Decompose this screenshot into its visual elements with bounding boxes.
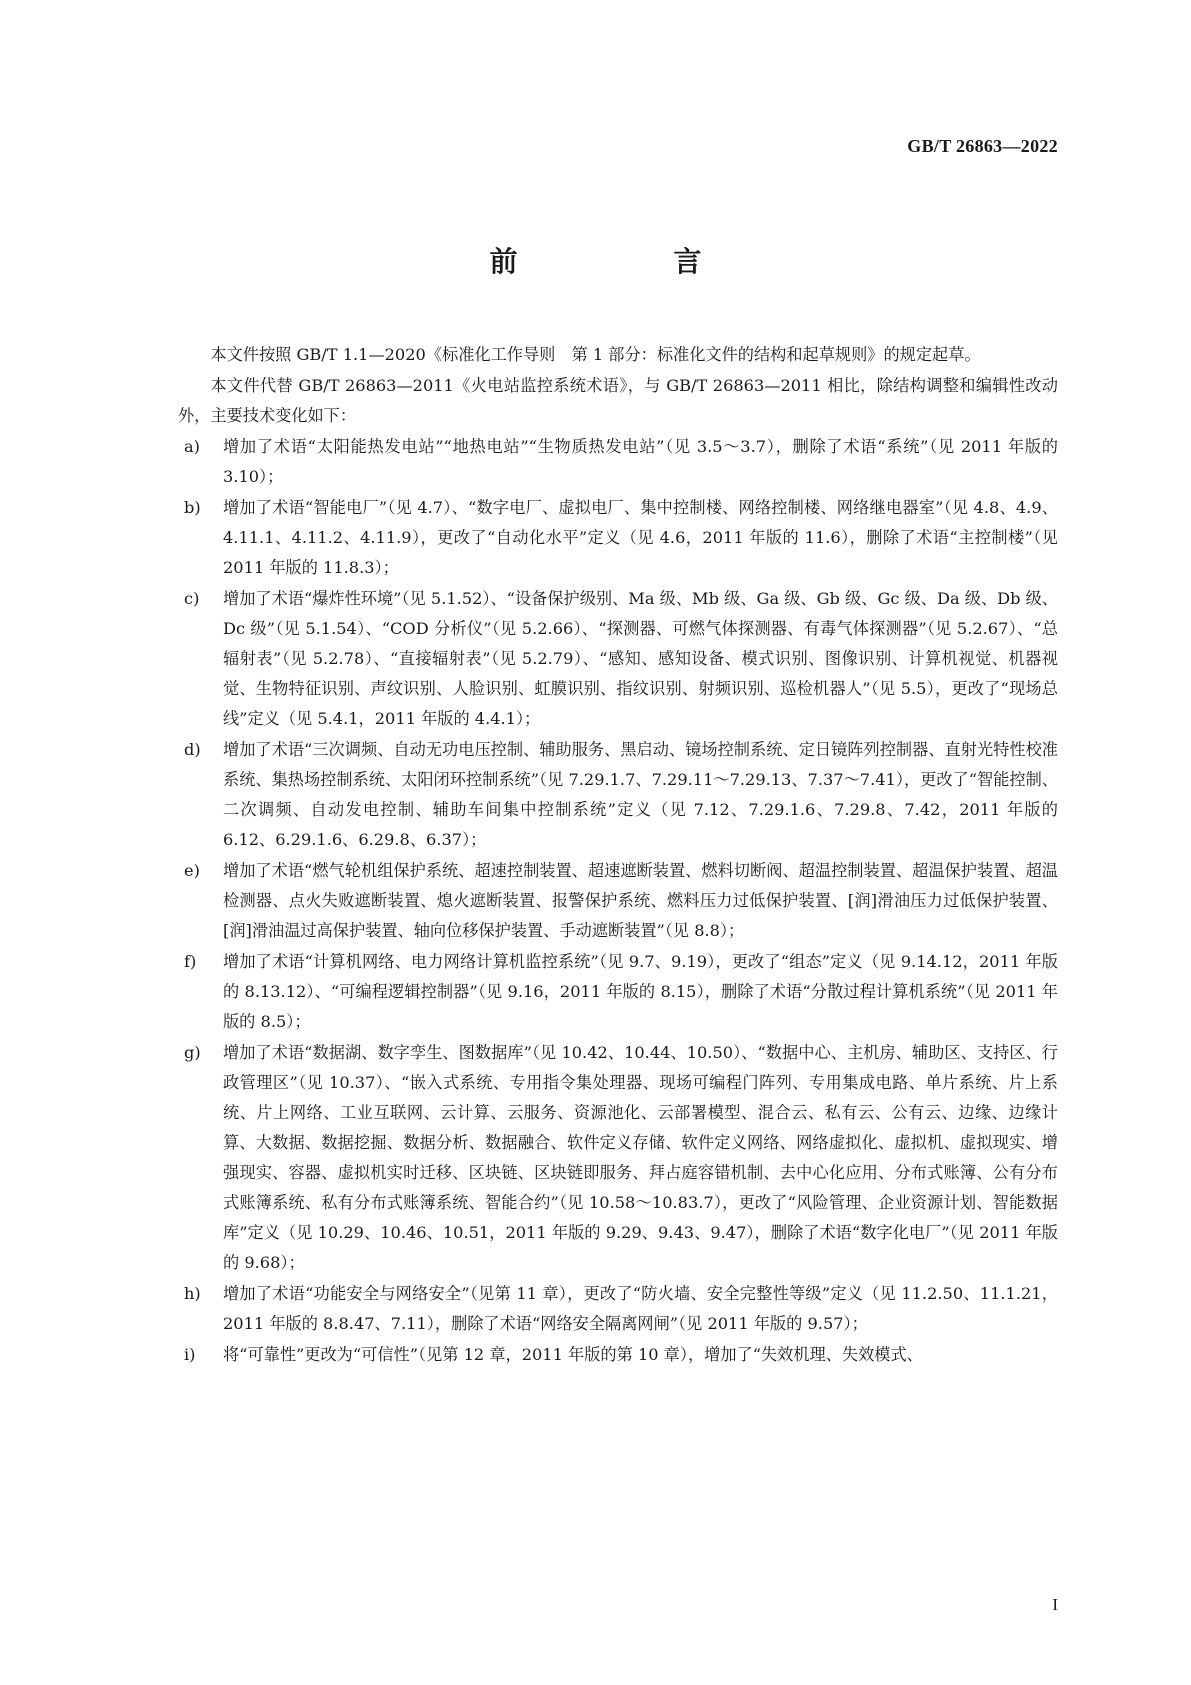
list-item-f bbox=[178, 947, 1058, 1037]
list-item-b bbox=[178, 493, 1058, 583]
list-item-text: 增加了术语“智能电厂”（见 4.7）、“数字电厂、虚拟电厂、集中控制楼、网络控制楼、网络继电器室”（见 4.8、4.9、4.11.1、4.11.2、4.11.9），更改了“自动化水平”定义（见 4.6，2011 年版的 11.6），删除了术语“主控制楼”（见 2011 年版的 11.8.3）； bbox=[223, 498, 1058, 577]
list-item-i bbox=[178, 1340, 1058, 1370]
list-item-text: 增加了术语“三次调频、自动无功电压控制、辅助服务、黑启动、镜场控制系统、定日镜阵列控制器、直射光特性校准系统、集热场控制系统、太阳闭环控制系统”（见 7.29.1.7、7.29.11～7.29.13、7.37～7.41），更改了“智能控制、二次调频、自动发电控制、辅助车间集中控制系统”定义（见 7.12、7.29.1.6、7.29.8、7.42，2011 年版的 6.12、6.29.1.6、6.29.8、6.37）； bbox=[223, 740, 1058, 849]
list-marker: i) bbox=[184, 1345, 196, 1364]
paragraph-2: 本文件代替 GB/T 26863—2011《火电站监控系统术语》，与 GB/T 26863—2011 相比，除结构调整和编辑性改动外，主要技术变化如下： bbox=[178, 376, 1058, 425]
paragraph-1: 本文件按照 GB/T 1.1—2020《标准化工作导则 第 1 部分：标准化文件的结构和起草规则》的规定起草。 bbox=[210, 345, 981, 364]
list-item-text: 增加了术语“数据湖、数字孪生、图数据库”（见 10.42、10.44、10.50）、“数据中心、主机房、辅助区、支持区、行政管理区”（见 10.37）、“嵌入式系统、专用指令集处理器、现场可编程门阵列、专用集成电路、单片系统、片上系统、片上网络、工业互联网、云计算、云服务、资源池化、云部署模型、混合云、私有云、公有云、边缘、边缘计算、大数据、数据挖掘、数据分析、数据融合、软件定义存储、软件定义网络、网络虚拟化、虚拟机、虚拟现实、增强现实、容器、虚拟机实时迁移、区块链、区块链即服务、拜占庭容错机制、去中心化应用、分布式账簿、公有分布式账簿系统、私有分布式账簿系统、智能合约”（见 10.58～10.83.7），更改了“风险管理、企业资源计划、智能数据库”定义（见 10.29、10.46、10.51，2011 年版的 9.29、9.43、9.47），删除了术语“数字化电厂”（见 2011 年版的 9.68）； bbox=[223, 1043, 1058, 1272]
list-marker: b) bbox=[184, 498, 201, 517]
list-marker: c) bbox=[184, 589, 200, 608]
list-item-text: 将“可靠性”更改为“可信性”（见第 12 章，2011 年版的第 10 章），增加了“失效机理、失效模式、 bbox=[223, 1345, 923, 1364]
list-item-text: 增加了术语“太阳能热发电站”“地热电站”“生物质热发电站”（见 3.5～3.7），删除了术语“系统”（见 2011 年版的 3.10）； bbox=[223, 437, 1058, 486]
page-number: I bbox=[1052, 1595, 1058, 1614]
list-marker: d) bbox=[184, 740, 201, 759]
list-item-text: 增加了术语“计算机网络、电力网络计算机监控系统”（见 9.7、9.19），更改了“组态”定义（见 9.14.12，2011 年版的 8.13.12）、“可编程逻辑控制器”（见 9.16，2011 年版的 8.15），删除了术语“分散过程计算机系统”（见 2011 年版的 8.5）； bbox=[223, 952, 1058, 1031]
list-item-g bbox=[178, 1038, 1058, 1278]
list-item-c bbox=[178, 584, 1058, 734]
list-marker: h) bbox=[184, 1284, 201, 1303]
list-item-d bbox=[178, 735, 1058, 855]
list-item-text: 增加了术语“功能安全与网络安全”（见第 11 章），更改了“防火墙、安全完整性等级”定义（见 11.2.50、11.1.21，2011 年版的 8.8.47、7.11），删除了术语“网络安全隔离网闸”（见 2011 年版的 9.57）； bbox=[223, 1284, 1058, 1333]
list-marker: e) bbox=[184, 861, 200, 880]
list-item-e bbox=[178, 856, 1058, 946]
list-marker: a) bbox=[184, 437, 200, 456]
page-title: 前 言 bbox=[489, 245, 766, 278]
list-marker: f) bbox=[184, 952, 197, 971]
list-item-h bbox=[178, 1279, 1058, 1339]
list-item-text: 增加了术语“爆炸性环境”（见 5.1.52）、“设备保护级别、Ma 级、Mb 级、Ga 级、Gb 级、Gc 级、Da 级、Db 级、Dc 级”（见 5.1.54）、“COD 分析仪”（见 5.2.66）、“探测器、可燃气体探测器、有毒气体探测器”（见 5.2.67）、“总辐射表”（见 5.2.78）、“直接辐射表”（见 5.2.79）、“感知、感知设备、模式识别、图像识别、计算机视觉、机器视觉、生物特征识别、声纹识别、人脸识别、虹膜识别、指纹识别、射频识别、巡检机器人”（见 5.5），更改了“现场总线”定义（见 5.4.1，2011 年版的 4.4.1）； bbox=[223, 589, 1058, 728]
list-marker: g) bbox=[184, 1043, 201, 1062]
document-code: GB/T 26863—2022 bbox=[907, 136, 1058, 156]
list-item-a bbox=[178, 432, 1058, 492]
foreword-body bbox=[178, 340, 1058, 1371]
list-item-text: 增加了术语“燃气轮机组保护系统、超速控制装置、超速遮断装置、燃料切断阀、超温控制装置、超温保护装置、超温检测器、点火失败遮断装置、熄火遮断装置、报警保护系统、燃料压力过低保护装置、[润]滑油压力过低保护装置、[润]滑油温过高保护装置、轴向位移保护装置、手动遮断装置”（见 8.8）； bbox=[223, 861, 1058, 940]
